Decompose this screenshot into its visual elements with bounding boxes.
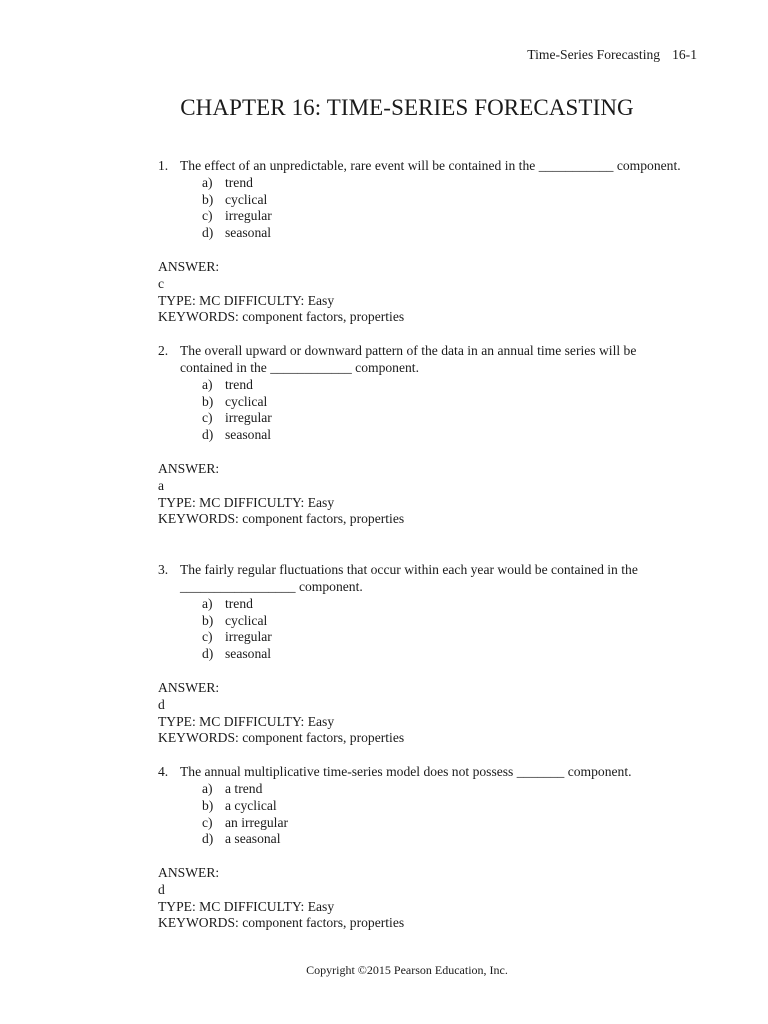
chapter-title: CHAPTER 16: TIME-SERIES FORECASTING [180,95,634,120]
option-letter: a) [202,174,213,190]
question-number: 2. [158,343,169,359]
option-text: a cyclical [225,797,277,813]
answer-option [158,831,718,848]
option-letter: c) [202,208,213,224]
option-text: cyclical [225,393,268,409]
option-letter: a) [202,780,213,796]
answer-label: ANSWER: [158,679,220,695]
answer-option [158,175,718,192]
option-letter: b) [202,797,214,813]
answer-value: a [158,477,165,493]
option-letter: c) [202,410,213,426]
type-difficulty-line: TYPE: MC DIFFICULTY: Easy [158,494,335,510]
answer-option [158,781,718,798]
answer-label: ANSWER: [158,460,220,476]
answer-option [158,208,718,225]
option-letter: b) [202,191,214,207]
option-letter: c) [202,629,213,645]
question-stem [158,764,718,781]
question-list [158,141,718,932]
answer-options [158,781,718,848]
question-text-line: The effect of an unpredictable, rare event will be contained in the ___________ component. [180,158,681,173]
answer-option [158,192,718,209]
option-text: irregular [225,208,272,224]
answer-option [158,596,718,613]
question-number: 1. [158,158,169,173]
answer-options [158,596,718,663]
question-number: 4. [158,764,169,780]
page-number: 16-1 [672,47,697,62]
keywords-line: KEYWORDS: component factors, properties [158,309,405,325]
answer-block [158,865,718,932]
question-3 [158,562,718,747]
answer-option [158,629,718,646]
option-letter: d) [202,646,214,662]
answer-option [158,377,718,394]
question-2 [158,343,718,528]
answer-block [158,259,718,326]
answer-option [158,427,718,444]
option-letter: b) [202,612,214,628]
question-stem [158,343,718,377]
answer-options [158,175,718,242]
answer-label: ANSWER: [158,865,220,881]
answer-block [158,680,718,747]
option-text: cyclical [225,191,268,207]
option-text: a trend [225,780,263,796]
question-number: 3. [158,562,169,578]
running-header [527,47,697,64]
option-text: seasonal [225,427,272,443]
answer-option [158,410,718,427]
running-title: Time-Series Forecasting [527,47,661,62]
option-text: an irregular [225,814,289,830]
answer-value: d [158,696,165,712]
option-letter: d) [202,427,214,443]
option-text: irregular [225,629,272,645]
answer-label: ANSWER: [158,258,220,274]
answer-option [158,815,718,832]
question-4 [158,764,718,932]
question-text-line: The annual multiplicative time-series model does not possess _______ component. [180,764,632,780]
type-difficulty-line: TYPE: MC DIFFICULTY: Easy [158,898,335,914]
option-letter: d) [202,831,214,847]
question-1 [158,158,718,326]
question-text-line: The overall upward or downward pattern of the data in an annual time series will be [180,343,637,359]
answer-option [158,225,718,242]
option-text: trend [225,376,253,392]
option-letter: a) [202,376,213,392]
answer-value: d [158,881,165,897]
option-letter: d) [202,225,214,241]
keywords-line: KEYWORDS: component factors, properties [158,730,405,746]
question-stem [158,158,718,175]
answer-block [158,461,718,528]
answer-options [158,377,718,444]
option-letter: c) [202,814,213,830]
keywords-line: KEYWORDS: component factors, properties [158,511,405,527]
option-text: cyclical [225,612,268,628]
type-difficulty-line: TYPE: MC DIFFICULTY: Easy [158,713,335,729]
answer-option [158,798,718,815]
question-text-line: The fairly regular fluctuations that occur within each year would be contained in the [180,562,638,578]
question-text-line: contained in the ____________ component. [180,359,419,375]
option-text: seasonal [225,646,272,662]
answer-option [158,646,718,663]
answer-option [158,394,718,411]
option-text: a seasonal [225,831,281,847]
option-text: trend [225,174,253,190]
option-text: seasonal [225,225,272,241]
option-text: trend [225,595,253,611]
answer-value: c [158,275,165,291]
keywords-line: KEYWORDS: component factors, properties [158,915,405,931]
type-difficulty-line: TYPE: MC DIFFICULTY: Easy [158,292,335,308]
question-stem [158,562,718,596]
copyright-footer: Copyright ©2015 Pearson Education, Inc. [306,963,508,977]
option-text: irregular [225,410,272,426]
answer-option [158,613,718,630]
question-text-line: _________________ component. [180,578,363,594]
option-letter: a) [202,595,213,611]
option-letter: b) [202,393,214,409]
